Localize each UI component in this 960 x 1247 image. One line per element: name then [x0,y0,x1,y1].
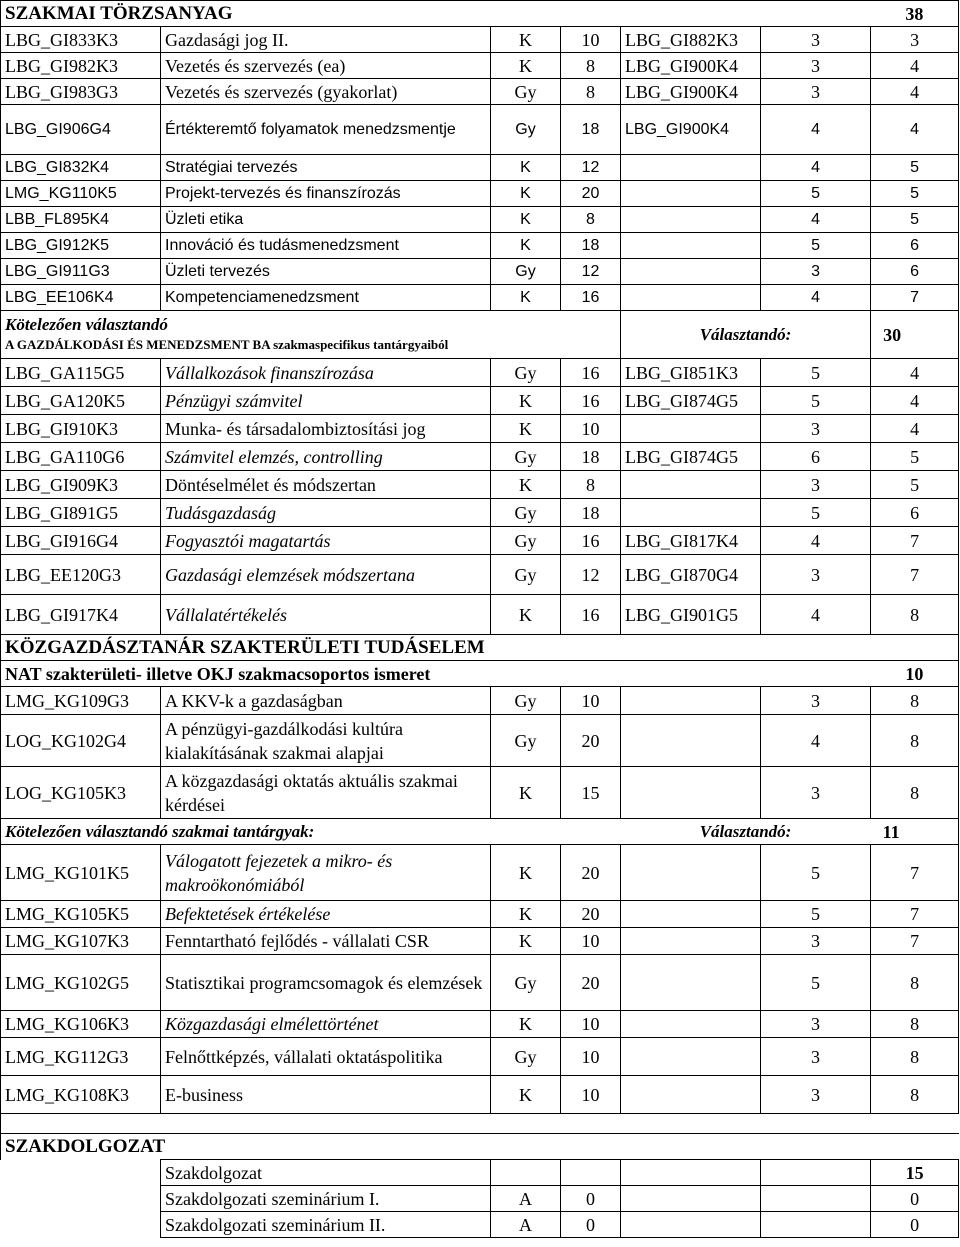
course-hours: 10 [561,928,621,955]
course-row [1,53,959,79]
course-row [1,233,959,259]
course-name: Üzleti tervezés [161,259,491,285]
course-prereq: LBG_GI900K4 [621,53,761,79]
course-row [1,715,959,767]
course-type: K [491,1076,561,1114]
course-hours: 10 [561,1038,621,1076]
course-semester: 5 [761,845,871,901]
course-name: Szakdolgozati szeminárium I. [161,1186,491,1212]
course-code: LBG_GI891G5 [1,499,161,527]
course-code: LBG_GA110G6 [1,443,161,471]
course-type: K [491,181,561,207]
course-name: Projekt-tervezés és finanszírozás [161,181,491,207]
course-prereq: LBG_GI900K4 [621,105,761,155]
course-row [1,259,959,285]
section-subtitle: A GAZDÁLKODÁSI ÉS MENEDZSMENT BA szakmaspecifikus tantárgyaiból [5,336,449,352]
course-semester: 3 [761,928,871,955]
course-credit: 6 [871,233,959,259]
course-credit: 8 [871,955,959,1011]
course-name: Vezetés és szervezés (gyakorlat) [161,79,491,105]
course-code: LBG_EE120G3 [1,555,161,595]
course-credit: 5 [871,155,959,181]
course-row [1,443,959,471]
section-title: SZAKDOLGOZAT [1,1134,959,1160]
course-row [1,1076,959,1114]
section-subtitle: NAT szakterületi- illetve OKJ szakmacsoportos ismeret [1,661,871,687]
course-credit: 4 [871,387,959,415]
course-type: K [491,1011,561,1038]
course-prereq [621,1038,761,1076]
course-code: LBG_GI911G3 [1,259,161,285]
course-code [1,1212,161,1238]
course-hours: 10 [561,415,621,443]
course-hours: 10 [561,27,621,53]
course-type: Gy [491,359,561,387]
course-prereq: LBG_GI874G5 [621,443,761,471]
course-name: Tudásgazdaság [161,499,491,527]
course-hours: 18 [561,233,621,259]
course-credit: 8 [871,687,959,715]
course-credit: 5 [871,181,959,207]
section-header [1,1,959,27]
course-name: Értékteremtő folyamatok menedzsmentje [161,105,491,155]
course-type: Gy [491,259,561,285]
course-row [1,1011,959,1038]
course-type: K [491,155,561,181]
choose-label: Választandó: [621,819,871,845]
course-row [1,1212,959,1238]
course-hours: 16 [561,285,621,311]
course-prereq: LBG_GI870G4 [621,555,761,595]
course-prereq [621,1011,761,1038]
course-semester: 4 [761,105,871,155]
course-name: Szakdolgozati szeminárium II. [161,1212,491,1238]
course-semester: 3 [761,555,871,595]
course-hours: 10 [561,1076,621,1114]
course-hours: 18 [561,499,621,527]
course-type: Gy [491,79,561,105]
course-semester: 5 [761,499,871,527]
course-credit: 8 [871,1038,959,1076]
course-semester: 5 [761,359,871,387]
course-row [1,155,959,181]
course-code: LMG_KG109G3 [1,687,161,715]
section-title: Kötelezően választandó szakmai tantárgyak: [1,819,621,845]
course-credit: 7 [871,555,959,595]
course-name: Gazdasági jog II. [161,27,491,53]
course-semester: 6 [761,443,871,471]
course-credit: 0 [871,1186,959,1212]
course-credit: 5 [871,471,959,499]
course-hours: 8 [561,471,621,499]
course-row [1,845,959,901]
course-code: LBG_GI982K3 [1,53,161,79]
course-type [491,1160,561,1186]
course-credit: 6 [871,499,959,527]
course-code: LOG_KG105K3 [1,767,161,819]
course-prereq [621,233,761,259]
course-row [1,1038,959,1076]
course-prereq [621,928,761,955]
course-prereq [621,499,761,527]
course-type: K [491,595,561,635]
course-prereq [621,1212,761,1238]
course-credit: 4 [871,79,959,105]
course-prereq [621,1160,761,1186]
course-prereq [621,207,761,233]
course-name: Innováció és tudásmenedzsment [161,233,491,259]
course-row [1,79,959,105]
course-name: Válogatott fejezetek a mikro- és makroökonómiából [161,845,491,901]
course-name: Fenntartható fejlődés - vállalati CSR [161,928,491,955]
course-hours: 16 [561,359,621,387]
course-credit: 8 [871,767,959,819]
course-hours: 20 [561,845,621,901]
section-header [1,311,959,359]
course-credit: 8 [871,1076,959,1114]
course-row [1,27,959,53]
course-code: LBG_GA120K5 [1,387,161,415]
elective-header [1,311,621,359]
course-semester: 3 [761,259,871,285]
course-type: K [491,845,561,901]
course-credit: 7 [871,285,959,311]
course-name: Kompetenciamenedzsment [161,285,491,311]
course-semester: 3 [761,27,871,53]
course-row [1,471,959,499]
course-semester: 4 [761,715,871,767]
course-code: LBG_GI912K5 [1,233,161,259]
course-hours: 20 [561,901,621,928]
course-semester: 3 [761,1038,871,1076]
section-title: Kötelezően választandó [5,314,168,334]
course-row [1,105,959,155]
course-type: K [491,901,561,928]
section-header [1,1134,959,1160]
course-semester: 4 [761,285,871,311]
course-code: LBG_GI983G3 [1,79,161,105]
course-prereq: LBG_GI900K4 [621,79,761,105]
course-hours: 18 [561,443,621,471]
course-credit: 7 [871,845,959,901]
choose-label: Választandó: [621,311,871,359]
course-code: LBG_EE106K4 [1,285,161,311]
course-semester: 5 [761,901,871,928]
course-semester: 5 [761,233,871,259]
course-prereq: LBG_GI817K4 [621,527,761,555]
course-row [1,387,959,415]
course-name: Statisztikai programcsomagok és elemzések [161,955,491,1011]
course-name: Számvitel elemzés, controlling [161,443,491,471]
course-credit: 0 [871,1212,959,1238]
course-row [1,207,959,233]
spacer-row [1,1114,959,1134]
course-credit: 8 [871,595,959,635]
course-prereq [621,415,761,443]
course-code: LMG_KG108K3 [1,1076,161,1114]
course-row [1,595,959,635]
course-name: Stratégiai tervezés [161,155,491,181]
course-code: LBG_GI909K3 [1,471,161,499]
course-name: Vállalkozások finanszírozása [161,359,491,387]
course-name: Döntéselmélet és módszertan [161,471,491,499]
course-code: LOG_KG102G4 [1,715,161,767]
course-credit: 5 [871,443,959,471]
course-prereq: LBG_GI882K3 [621,27,761,53]
course-type: Gy [491,687,561,715]
course-type: Gy [491,555,561,595]
course-type: A [491,1212,561,1238]
course-semester: 4 [761,155,871,181]
course-type: K [491,285,561,311]
course-hours: 10 [561,1011,621,1038]
course-type: Gy [491,955,561,1011]
course-semester: 4 [761,595,871,635]
course-name: A közgazdasági oktatás aktuális szakmai kérdései [161,767,491,819]
course-prereq [621,767,761,819]
course-type: Gy [491,1038,561,1076]
course-name: Vállalatértékelés [161,595,491,635]
course-hours: 16 [561,387,621,415]
course-name: Befektetések értékelése [161,901,491,928]
course-credit: 6 [871,259,959,285]
course-prereq: LBG_GI874G5 [621,387,761,415]
course-hours: 16 [561,527,621,555]
course-code: LMG_KG102G5 [1,955,161,1011]
course-credit: 4 [871,105,959,155]
course-credit: 4 [871,53,959,79]
course-type: K [491,27,561,53]
course-semester [761,1186,871,1212]
course-credit: 8 [871,715,959,767]
course-type: K [491,53,561,79]
course-semester: 5 [761,387,871,415]
course-name: A pénzügyi-gazdálkodási kultúra kialakításának szakmai alapjai [161,715,491,767]
course-hours: 20 [561,181,621,207]
course-code: LBG_GI916G4 [1,527,161,555]
course-hours [561,1160,621,1186]
course-code: LMG_KG105K5 [1,901,161,928]
course-hours: 12 [561,259,621,285]
course-name: Munka- és társadalombiztosítási jog [161,415,491,443]
course-row [1,415,959,443]
course-semester: 5 [761,181,871,207]
section-header [1,661,959,687]
course-semester: 3 [761,53,871,79]
course-row [1,285,959,311]
course-row [1,1160,959,1186]
course-type: Gy [491,499,561,527]
course-prereq [621,471,761,499]
course-hours: 16 [561,595,621,635]
course-row [1,928,959,955]
section-title: SZAKMAI TÖRZSANYAG [1,1,871,27]
course-prereq [621,1076,761,1114]
course-prereq: LBG_GI901G5 [621,595,761,635]
course-hours: 12 [561,555,621,595]
section-total: 10 [871,661,959,687]
course-credit: 15 [871,1160,959,1186]
course-code: LBG_GI833K3 [1,27,161,53]
course-code: LBG_GI906G4 [1,105,161,155]
course-credit: 7 [871,527,959,555]
section-header [1,635,959,661]
course-code: LBG_GI910K3 [1,415,161,443]
course-prereq [621,259,761,285]
course-semester: 3 [761,687,871,715]
course-hours: 0 [561,1186,621,1212]
course-prereq [621,687,761,715]
course-prereq: LBG_GI851K3 [621,359,761,387]
course-code: LMG_KG110K5 [1,181,161,207]
course-row [1,767,959,819]
course-semester: 3 [761,415,871,443]
course-code: LMG_KG101K5 [1,845,161,901]
course-code: LBB_FL895K4 [1,207,161,233]
course-type: Gy [491,105,561,155]
course-hours: 18 [561,105,621,155]
course-prereq [621,181,761,207]
course-hours: 10 [561,687,621,715]
section-total: 38 [871,1,959,27]
course-code: LBG_GA115G5 [1,359,161,387]
course-type: K [491,233,561,259]
course-hours: 0 [561,1212,621,1238]
course-row [1,499,959,527]
course-hours: 15 [561,767,621,819]
course-hours: 20 [561,715,621,767]
course-row [1,687,959,715]
course-hours: 8 [561,53,621,79]
course-type: Gy [491,527,561,555]
course-semester [761,1160,871,1186]
course-row [1,955,959,1011]
course-name: Szakdolgozat [161,1160,491,1186]
section-title: KÖZGAZDÁSZTANÁR SZAKTERÜLETI TUDÁSELEM [1,635,959,661]
course-type: K [491,471,561,499]
course-hours: 8 [561,79,621,105]
course-code: LMG_KG106K3 [1,1011,161,1038]
course-type: K [491,415,561,443]
course-hours: 8 [561,207,621,233]
course-prereq [621,285,761,311]
course-name: Közgazdasági elmélettörténet [161,1011,491,1038]
course-row [1,901,959,928]
course-credit: 8 [871,1011,959,1038]
course-semester: 3 [761,471,871,499]
course-credit: 4 [871,359,959,387]
course-credit: 4 [871,415,959,443]
course-prereq [621,901,761,928]
course-semester: 4 [761,527,871,555]
course-code: LMG_KG112G3 [1,1038,161,1076]
course-credit: 5 [871,207,959,233]
course-credit: 3 [871,27,959,53]
course-hours: 12 [561,155,621,181]
course-name: E-business [161,1076,491,1114]
course-type: K [491,928,561,955]
course-semester: 3 [761,79,871,105]
course-type: K [491,207,561,233]
course-row [1,359,959,387]
course-name: Fogyasztói magatartás [161,527,491,555]
course-type: A [491,1186,561,1212]
course-code: LBG_GI917K4 [1,595,161,635]
course-credit: 7 [871,901,959,928]
course-row [1,555,959,595]
course-name: Felnőttképzés, vállalati oktatáspolitika [161,1038,491,1076]
course-semester: 5 [761,955,871,1011]
course-row [1,527,959,555]
course-code [1,1160,161,1186]
course-hours: 20 [561,955,621,1011]
course-semester [761,1212,871,1238]
course-semester: 3 [761,1011,871,1038]
course-prereq [621,1186,761,1212]
course-type: K [491,767,561,819]
course-name: Gazdasági elemzések módszertana [161,555,491,595]
course-type: Gy [491,443,561,471]
course-prereq [621,155,761,181]
course-row [1,181,959,207]
course-name: Üzleti etika [161,207,491,233]
course-prereq [621,845,761,901]
choose-value: 30 [871,311,959,359]
course-semester: 4 [761,207,871,233]
course-code: LBG_GI832K4 [1,155,161,181]
course-name: A KKV-k a gazdaságban [161,687,491,715]
course-code [1,1186,161,1212]
course-code: LMG_KG107K3 [1,928,161,955]
course-type: Gy [491,715,561,767]
course-credit: 7 [871,928,959,955]
course-name: Vezetés és szervezés (ea) [161,53,491,79]
course-row [1,1186,959,1212]
section-header [1,819,959,845]
choose-value: 11 [871,819,959,845]
course-name: Pénzügyi számvitel [161,387,491,415]
course-prereq [621,715,761,767]
course-type: K [491,387,561,415]
course-prereq [621,955,761,1011]
course-semester: 3 [761,767,871,819]
course-semester: 3 [761,1076,871,1114]
